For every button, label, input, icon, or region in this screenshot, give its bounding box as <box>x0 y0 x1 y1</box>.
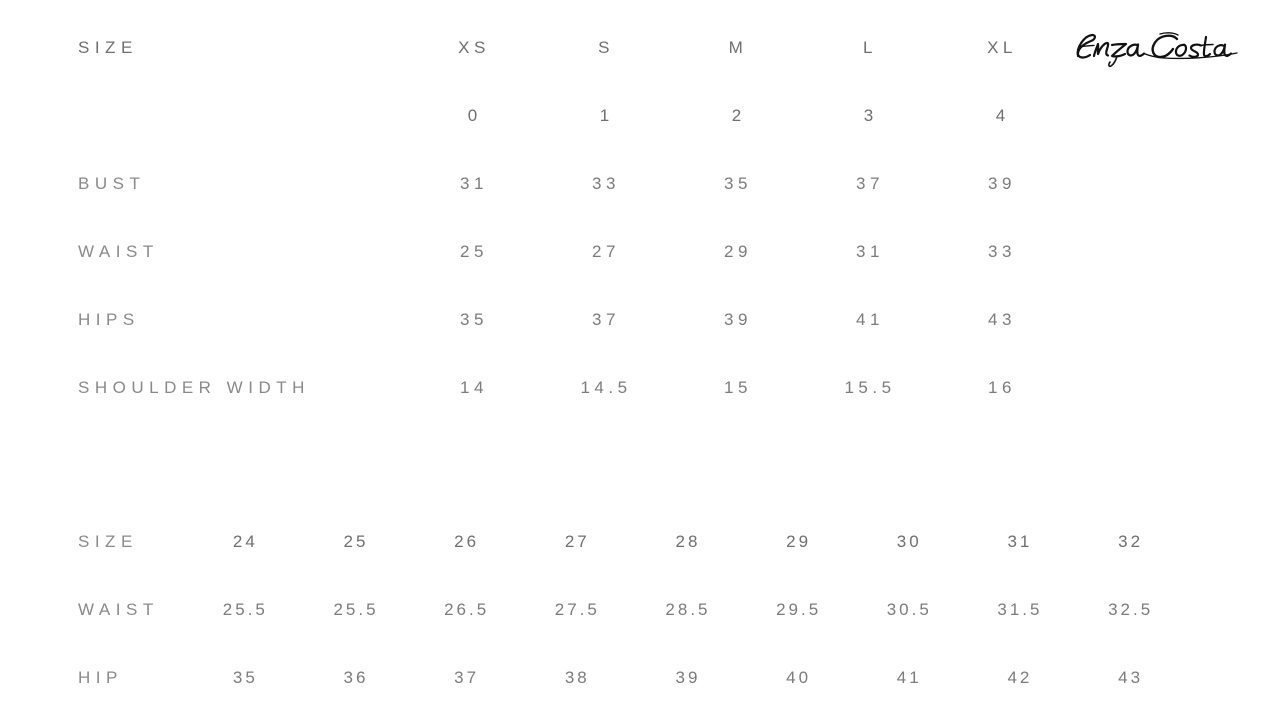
denim-hip-27: 38 <box>564 668 590 687</box>
table-row <box>78 576 1186 644</box>
table-row <box>78 644 1186 712</box>
denim-waist-32: 32.5 <box>1108 600 1154 619</box>
denim-waist-24: 25.5 <box>222 600 268 619</box>
waist-xl: 33 <box>988 242 1016 261</box>
denim-hip-30: 41 <box>896 668 922 687</box>
table-row <box>78 286 1068 354</box>
hips-xs: 35 <box>460 310 488 329</box>
denim-size-32: 32 <box>1118 532 1144 551</box>
denim-size-header-label: SIZE <box>78 532 138 551</box>
row-label-denim-hip: HIP <box>78 668 123 687</box>
denim-size-29: 29 <box>786 532 812 551</box>
size-header-xs: XS <box>458 38 490 57</box>
waist-s: 27 <box>592 242 620 261</box>
denim-size-28: 28 <box>675 532 701 551</box>
table-row <box>78 218 1068 286</box>
bust-l: 37 <box>856 174 884 193</box>
row-label-bust: BUST <box>78 174 146 193</box>
shoulder-width-xl: 16 <box>988 378 1016 397</box>
denim-hip-24: 35 <box>232 668 258 687</box>
size-header-xl: XL <box>987 38 1017 57</box>
denim-waist-26: 26.5 <box>444 600 490 619</box>
size-header-m: M <box>728 38 748 57</box>
denim-size-25: 25 <box>343 532 369 551</box>
bust-m: 35 <box>724 174 752 193</box>
table-row <box>78 354 1068 422</box>
numeric-size-table <box>78 508 1186 712</box>
waist-l: 31 <box>856 242 884 261</box>
bust-s: 33 <box>592 174 620 193</box>
numeric-size-2: 2 <box>731 106 745 125</box>
hips-xl: 43 <box>988 310 1016 329</box>
denim-hip-31: 42 <box>1007 668 1033 687</box>
denim-waist-29: 29.5 <box>776 600 822 619</box>
denim-waist-27: 27.5 <box>554 600 600 619</box>
table-row-size-header <box>78 508 1186 576</box>
table-row <box>78 150 1068 218</box>
hips-m: 39 <box>724 310 752 329</box>
size-header-l: L <box>863 38 877 57</box>
denim-size-27: 27 <box>564 532 590 551</box>
waist-m: 29 <box>724 242 752 261</box>
denim-size-31: 31 <box>1007 532 1033 551</box>
size-header-label: SIZE <box>78 38 138 57</box>
hips-s: 37 <box>592 310 620 329</box>
denim-hip-32: 43 <box>1118 668 1144 687</box>
shoulder-width-s: 14.5 <box>580 378 632 397</box>
shoulder-width-l: 15.5 <box>844 378 896 397</box>
row-label-shoulder-width: SHOULDER WIDTH <box>78 378 310 397</box>
denim-waist-28: 28.5 <box>665 600 711 619</box>
denim-waist-25: 25.5 <box>333 600 379 619</box>
row-label-denim-waist: WAIST <box>78 600 159 619</box>
numeric-size-4: 4 <box>995 106 1009 125</box>
bust-xs: 31 <box>460 174 488 193</box>
shoulder-width-xs: 14 <box>460 378 488 397</box>
bust-xl: 39 <box>988 174 1016 193</box>
denim-hip-26: 37 <box>454 668 480 687</box>
denim-hip-29: 40 <box>786 668 812 687</box>
denim-size-30: 30 <box>896 532 922 551</box>
numeric-size-1: 1 <box>599 106 613 125</box>
numeric-size-3: 3 <box>863 106 877 125</box>
shoulder-width-m: 15 <box>724 378 752 397</box>
denim-size-24: 24 <box>232 532 258 551</box>
row-label-hips: HIPS <box>78 310 140 329</box>
numeric-size-label <box>78 82 408 150</box>
alpha-size-table <box>78 14 1068 422</box>
denim-size-26: 26 <box>454 532 480 551</box>
size-header-s: S <box>598 38 614 57</box>
table-row-size-header <box>78 14 1068 82</box>
denim-waist-31: 31.5 <box>997 600 1043 619</box>
denim-waist-30: 30.5 <box>886 600 932 619</box>
denim-hip-25: 36 <box>343 668 369 687</box>
waist-xs: 25 <box>460 242 488 261</box>
hips-l: 41 <box>856 310 884 329</box>
row-label-waist: WAIST <box>78 242 159 261</box>
numeric-size-0: 0 <box>467 106 481 125</box>
denim-hip-28: 39 <box>675 668 701 687</box>
table-row-numeric-size <box>78 82 1068 150</box>
enza-costa-script-logo-icon <box>1072 26 1244 70</box>
